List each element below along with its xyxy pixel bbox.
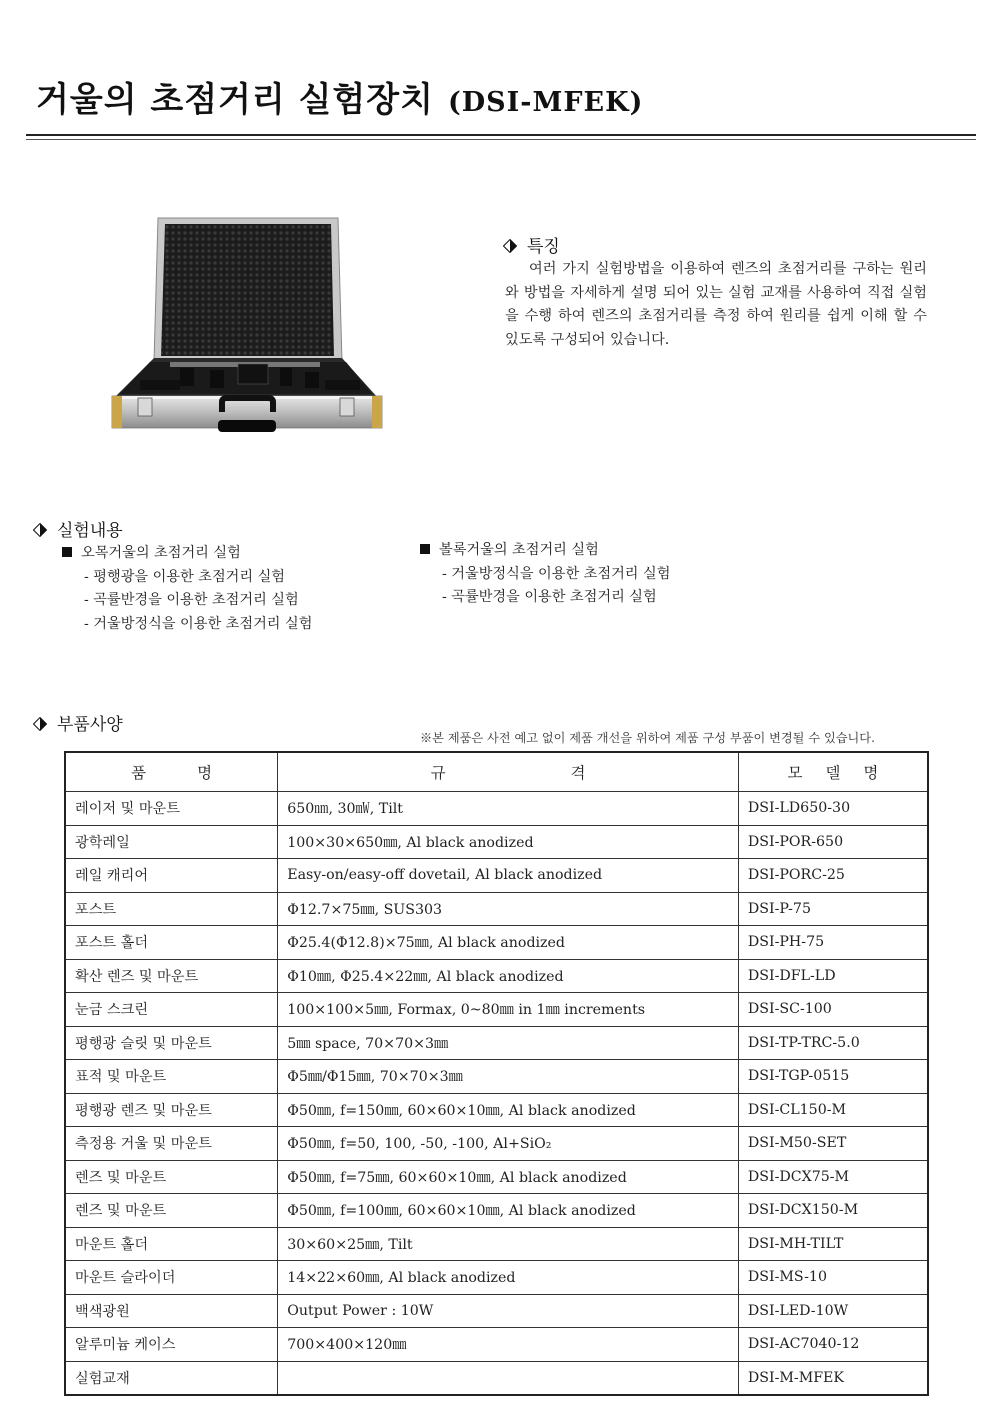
cell-spec: 100×100×5㎜, Formax, 0~80㎜ in 1㎜ increments [278, 993, 739, 1027]
cell-name: 알루미늄 케이스 [65, 1328, 278, 1362]
cell-model: DSI-M-MFEK [738, 1361, 928, 1395]
cell-spec: Φ25.4(Φ12.8)×75㎜, Al black anodized [278, 926, 739, 960]
table-header-row [65, 752, 928, 792]
experiment-group-title: 볼록거울의 초점거리 실험 [420, 539, 670, 563]
cell-spec: Φ50㎜, f=50, 100, -50, -100, Al+SiO₂ [278, 1127, 739, 1161]
experiment-item: - 거울방정식을 이용한 초점거리 실험 [84, 615, 313, 632]
cell-model: DSI-DCX150-M [738, 1194, 928, 1228]
table-row [65, 859, 928, 893]
cell-name: 확산 렌즈 및 마운트 [65, 959, 278, 993]
table-row [65, 926, 928, 960]
experiment-item: - 곡률반경을 이용한 초점거리 실험 [442, 589, 657, 605]
experiments-heading [33, 516, 123, 541]
diamond-half-filled-icon [33, 523, 47, 537]
experiment-group-concave [62, 542, 312, 636]
cell-model: DSI-DCX75-M [738, 1160, 928, 1194]
cell-name: 실험교재 [65, 1361, 278, 1395]
cell-name: 광학레일 [65, 825, 278, 859]
parts-heading-text: 부품사양 [57, 715, 123, 735]
table-row [65, 1361, 928, 1395]
table-row [65, 959, 928, 993]
cell-name: 표적 및 마운트 [65, 1060, 278, 1094]
product-photo [110, 212, 385, 434]
cell-spec: Φ50㎜, f=150㎜, 60×60×10㎜, Al black anodized [278, 1093, 739, 1127]
cell-spec: Φ10㎜, Φ25.4×22㎜, Al black anodized [278, 959, 739, 993]
cell-name: 마운트 홀더 [65, 1227, 278, 1261]
cell-model: DSI-AC7040-12 [738, 1328, 928, 1362]
cell-model: DSI-P-75 [738, 892, 928, 926]
cell-name: 포스트 홀더 [65, 926, 278, 960]
parts-heading [33, 710, 123, 735]
column-header-name: 품 명 [65, 752, 278, 792]
parts-table-body [65, 792, 928, 1396]
cell-model: DSI-DFL-LD [738, 959, 928, 993]
title-rule-thick [26, 134, 976, 136]
experiment-group-convex [420, 539, 670, 610]
table-row [65, 1060, 928, 1094]
cell-name: 평행광 렌즈 및 마운트 [65, 1093, 278, 1127]
experiment-group-title: 오목거울의 초점거리 실험 [62, 542, 312, 566]
cell-spec: 30×60×25㎜, Tilt [278, 1227, 739, 1261]
cell-model: DSI-LD650-30 [738, 792, 928, 826]
cell-spec: Output Power : 10W [278, 1294, 739, 1328]
column-header-model: 모 델 명 [738, 752, 928, 792]
cell-model: DSI-LED-10W [738, 1294, 928, 1328]
cell-name: 마운트 슬라이더 [65, 1261, 278, 1295]
table-row [65, 993, 928, 1027]
cell-spec: Easy-on/easy-off dovetail, Al black anodized [278, 859, 739, 893]
table-row [65, 1294, 928, 1328]
table-row [65, 1261, 928, 1295]
column-header-spec: 규 격 [278, 752, 739, 792]
experiment-item: - 평행광을 이용한 초점거리 실험 [84, 568, 286, 585]
experiment-item: - 곡률반경을 이용한 초점거리 실험 [84, 592, 299, 608]
cell-model: DSI-PORC-25 [738, 859, 928, 893]
table-row [65, 1160, 928, 1194]
cell-spec: Φ50㎜, f=100㎜, 60×60×10㎜, Al black anodized [278, 1194, 739, 1228]
table-row [65, 825, 928, 859]
cell-spec: 100×30×650㎜, Al black anodized [278, 825, 739, 859]
cell-model: DSI-CL150-M [738, 1093, 928, 1127]
black-square-icon [62, 547, 72, 557]
cell-model: DSI-M50-SET [738, 1127, 928, 1161]
parts-note: ※본 제품은 사전 예고 없이 제품 개선을 위하여 제품 구성 부품이 변경될 수 있습니다. [420, 731, 875, 745]
cell-name: 렌즈 및 마운트 [65, 1194, 278, 1228]
cell-spec: 5㎜ space, 70×70×3㎜ [278, 1026, 739, 1060]
cell-name: 레이저 및 마운트 [65, 792, 278, 826]
cell-name: 눈금 스크린 [65, 993, 278, 1027]
features-heading-text: 특징 [527, 237, 560, 257]
experiment-item: - 거울방정식을 이용한 초점거리 실험 [442, 565, 671, 582]
cell-name: 포스트 [65, 892, 278, 926]
title-rule-thin [26, 139, 976, 140]
cell-model: DSI-TGP-0515 [738, 1060, 928, 1094]
cell-spec [278, 1361, 739, 1395]
black-square-icon [420, 544, 430, 554]
cell-model: DSI-MH-TILT [738, 1227, 928, 1261]
table-row [65, 792, 928, 826]
cell-name: 백색광원 [65, 1294, 278, 1328]
table-row [65, 1328, 928, 1362]
experiments-heading-text: 실험내용 [57, 521, 123, 541]
diamond-half-filled-icon [503, 239, 517, 253]
diamond-half-filled-icon [33, 717, 47, 731]
product-model: (DSI-MFEK) [447, 87, 644, 118]
table-row [65, 1026, 928, 1060]
cell-model: DSI-PH-75 [738, 926, 928, 960]
cell-spec: Φ50㎜, f=75㎜, 60×60×10㎜, Al black anodized [278, 1160, 739, 1194]
cell-name: 측정용 거울 및 마운트 [65, 1127, 278, 1161]
cell-model: DSI-MS-10 [738, 1261, 928, 1295]
features-description [505, 258, 927, 352]
cell-spec: 700×400×120㎜ [278, 1328, 739, 1362]
cell-model: DSI-SC-100 [738, 993, 928, 1027]
cell-name: 렌즈 및 마운트 [65, 1160, 278, 1194]
cell-name: 평행광 슬릿 및 마운트 [65, 1026, 278, 1060]
cell-spec: Φ5㎜/Φ15㎜, 70×70×3㎜ [278, 1060, 739, 1094]
product-title: 거울의 초점거리 실험장치 [36, 80, 434, 120]
cell-spec: 14×22×60㎜, Al black anodized [278, 1261, 739, 1295]
features-heading [503, 232, 560, 257]
cell-name: 레일 캐리어 [65, 859, 278, 893]
parts-table [64, 751, 929, 1396]
table-row [65, 1227, 928, 1261]
table-row [65, 1093, 928, 1127]
cell-model: DSI-TP-TRC-5.0 [738, 1026, 928, 1060]
table-row [65, 1127, 928, 1161]
table-row [65, 892, 928, 926]
cell-spec: Φ12.7×75㎜, SUS303 [278, 892, 739, 926]
table-row [65, 1194, 928, 1228]
page-title [36, 72, 643, 121]
features-text: 여러 가지 실험방법을 이용하여 렌즈의 초점거리를 구하는 원리와 방법을 자세하게 설명 되어 있는 실험 교재를 사용하여 직접 실험을 수행 하여 렌즈의 초점거리를 측정 하여 원리를 쉽게 이해 할 수 있도록 구성되어 있습니다. [505, 261, 927, 348]
cell-model: DSI-POR-650 [738, 825, 928, 859]
cell-spec: 650㎚, 30㎽, Tilt [278, 792, 739, 826]
